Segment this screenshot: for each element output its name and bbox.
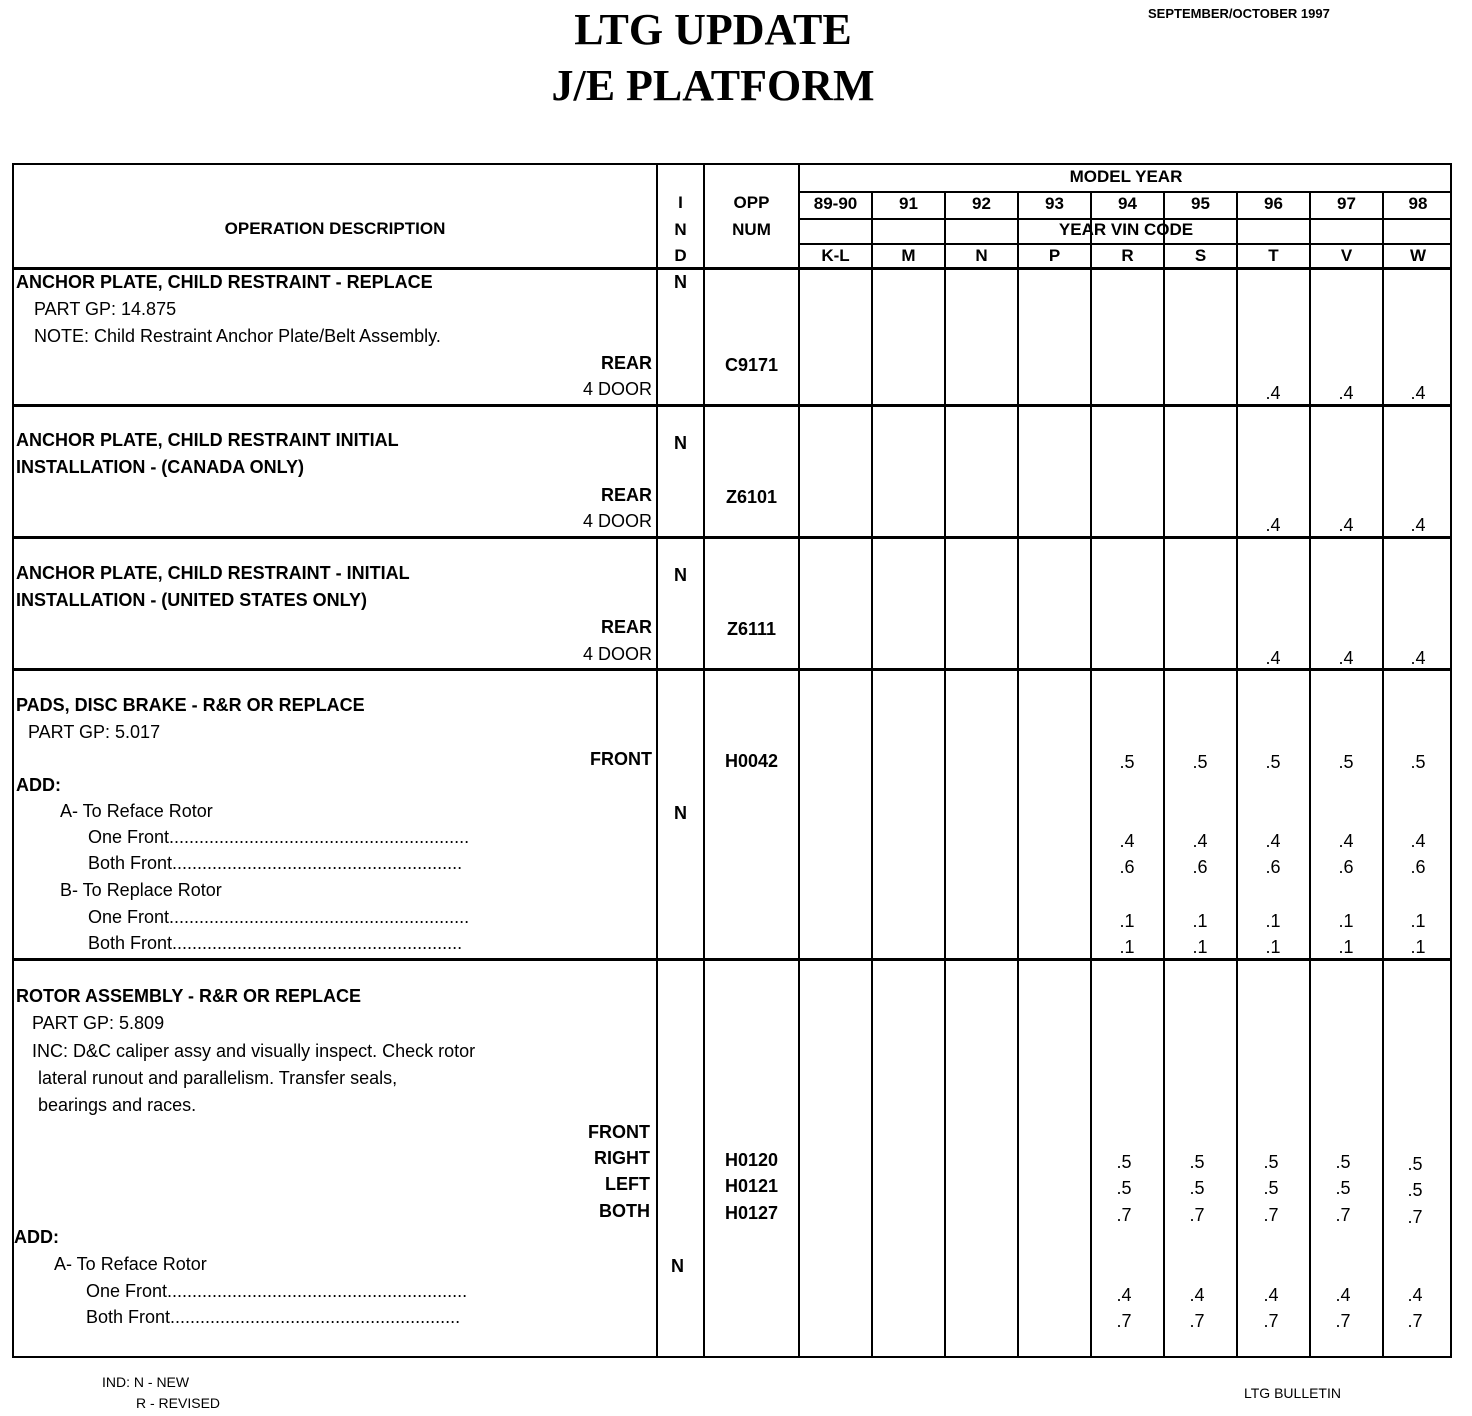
labor-time: .7	[1407, 1311, 1423, 1331]
position-label: REAR	[600, 485, 652, 505]
labor-time: .1	[1338, 937, 1354, 957]
position-label: FRONT	[588, 1122, 650, 1142]
ind-value: N	[671, 1256, 684, 1276]
sub-item: Both Front..........................................................	[88, 933, 463, 953]
labor-time: .5	[1119, 752, 1135, 772]
labor-time: .6	[1410, 857, 1426, 877]
col-divider	[1017, 193, 1019, 1358]
labor-time: .7	[1189, 1205, 1205, 1225]
operation-title: PADS, DISC BRAKE - R&R OR REPLACE	[16, 695, 365, 715]
vin-code: P	[1048, 246, 1061, 265]
labor-time: .4	[1119, 831, 1135, 851]
page-title: LTG UPDATE	[574, 5, 852, 54]
operation-title-cont: INSTALLATION - (CANADA ONLY)	[16, 457, 304, 477]
labor-time: .7	[1335, 1205, 1351, 1225]
vin-code: N	[975, 246, 988, 265]
labor-time: .1	[1119, 911, 1135, 931]
labor-time: .1	[1410, 937, 1426, 957]
operation-title-cont: INSTALLATION - (UNITED STATES ONLY)	[16, 590, 367, 610]
labor-time: .4	[1265, 515, 1281, 535]
opp-header: OPP	[733, 193, 770, 212]
opp-number: H0120	[724, 1150, 779, 1170]
labor-time: .5	[1335, 1152, 1351, 1172]
labor-time: .5	[1116, 1178, 1132, 1198]
sub-item: Both Front..........................................................	[88, 853, 463, 873]
labor-time: .6	[1119, 857, 1135, 877]
labor-time: .1	[1265, 937, 1281, 957]
operation-title: ANCHOR PLATE, CHILD RESTRAINT - INITIAL	[16, 563, 410, 583]
add-label: ADD:	[14, 1227, 59, 1247]
year-header: 92	[972, 194, 991, 213]
col-divider	[656, 165, 658, 1358]
labor-time: .4	[1338, 515, 1354, 535]
add-item: A- To Reface Rotor	[60, 801, 213, 821]
operation-description-header: OPERATION DESCRIPTION	[224, 219, 446, 238]
operation-title: ANCHOR PLATE, CHILD RESTRAINT - REPLACE	[16, 272, 433, 292]
labor-time: .4	[1263, 1285, 1279, 1305]
row-divider	[14, 958, 1452, 961]
vin-code: W	[1409, 246, 1427, 265]
labor-time: .7	[1116, 1311, 1132, 1331]
sub-item: Both Front..........................................................	[86, 1307, 461, 1327]
row-divider	[14, 404, 1452, 407]
labor-time: .7	[1189, 1311, 1205, 1331]
vin-code: S	[1194, 246, 1207, 265]
labor-time: .5	[1335, 1178, 1351, 1198]
labor-time: .6	[1192, 857, 1208, 877]
opp-number: C9171	[724, 355, 779, 375]
opp-number: H0121	[724, 1176, 779, 1196]
body-style-label: 4 DOOR	[582, 379, 652, 399]
labor-time: .7	[1263, 1205, 1279, 1225]
ind-value: N	[674, 433, 687, 453]
vin-code: K-L	[821, 246, 850, 265]
sub-item: One Front............................................................	[88, 827, 470, 847]
labor-time: .5	[1338, 752, 1354, 772]
sub-item: One Front............................................................	[88, 907, 470, 927]
issue-date: SEPTEMBER/OCTOBER 1997	[1148, 6, 1330, 21]
col-divider	[871, 193, 873, 1358]
labor-time: .4	[1410, 383, 1426, 403]
labor-time: .4	[1338, 831, 1354, 851]
labor-time: .7	[1335, 1311, 1351, 1331]
num-header: NUM	[732, 220, 771, 239]
labor-time: .4	[1265, 831, 1281, 851]
vin-code: T	[1268, 246, 1279, 265]
page-subtitle: J/E PLATFORM	[551, 61, 875, 110]
labor-time: .4	[1335, 1285, 1351, 1305]
labor-time: .7	[1116, 1205, 1132, 1225]
labor-time: .7	[1407, 1207, 1423, 1227]
inc-note-cont: lateral runout and parallelism. Transfer seals,	[38, 1068, 398, 1088]
labor-time: .7	[1263, 1311, 1279, 1331]
labor-time: .4	[1338, 648, 1354, 668]
labor-time: .5	[1263, 1178, 1279, 1198]
opp-number: H0042	[724, 751, 779, 771]
operation-title: ANCHOR PLATE, CHILD RESTRAINT INITIAL	[16, 430, 399, 450]
labor-time: .4	[1265, 648, 1281, 668]
labor-time-table	[12, 163, 1452, 1358]
legend-new: IND: N - NEW	[102, 1374, 190, 1390]
header-rule	[798, 191, 1452, 193]
year-header: 94	[1118, 194, 1137, 213]
add-label: ADD:	[16, 775, 61, 795]
labor-time: .1	[1192, 937, 1208, 957]
year-header: 97	[1337, 194, 1356, 213]
vin-code: R	[1121, 246, 1134, 265]
labor-time: .4	[1410, 648, 1426, 668]
col-divider	[798, 165, 800, 1358]
position-label: FRONT	[590, 749, 652, 769]
year-header: 93	[1045, 194, 1064, 213]
ind-header-d: D	[674, 246, 687, 265]
position-label: REAR	[600, 353, 652, 373]
year-header: 95	[1191, 194, 1210, 213]
ind-value: N	[674, 272, 687, 292]
labor-time: .1	[1410, 911, 1426, 931]
opp-number: Z6101	[725, 487, 778, 507]
row-divider	[14, 536, 1452, 539]
labor-time: .4	[1410, 831, 1426, 851]
ind-value: N	[674, 565, 687, 585]
labor-time: .1	[1192, 911, 1208, 931]
header-bottom-rule	[14, 267, 1452, 270]
labor-time: .5	[1263, 1152, 1279, 1172]
part-gp: PART GP: 5.809	[32, 1013, 165, 1033]
add-item: A- To Reface Rotor	[54, 1254, 207, 1274]
body-style-label: 4 DOOR	[582, 644, 652, 664]
labor-time: .5	[1407, 1180, 1423, 1200]
model-year-header: MODEL YEAR	[1069, 167, 1183, 186]
labor-time: .6	[1265, 857, 1281, 877]
position-label: REAR	[600, 617, 652, 637]
inc-note-cont: bearings and races.	[38, 1095, 197, 1115]
labor-time: .1	[1338, 911, 1354, 931]
labor-time: .5	[1192, 752, 1208, 772]
bulletin-label: LTG BULLETIN	[1244, 1385, 1341, 1401]
year-vin-code-header: YEAR VIN CODE	[1058, 220, 1194, 239]
sub-item: One Front............................................................	[86, 1281, 468, 1301]
col-divider	[944, 193, 946, 1358]
labor-time: .4	[1116, 1285, 1132, 1305]
labor-time: .4	[1189, 1285, 1205, 1305]
labor-time: .5	[1189, 1178, 1205, 1198]
ind-header-n: N	[674, 220, 687, 239]
note: NOTE: Child Restraint Anchor Plate/Belt Assembly.	[34, 326, 441, 346]
opp-number: Z6111	[726, 619, 777, 639]
header-rule	[798, 243, 1452, 245]
labor-time: .5	[1410, 752, 1426, 772]
labor-time: .6	[1338, 857, 1354, 877]
legend-revised: R - REVISED	[136, 1395, 221, 1411]
labor-time: .4	[1407, 1285, 1423, 1305]
year-header: 91	[899, 194, 918, 213]
vin-code: V	[1340, 246, 1353, 265]
labor-time: .4	[1410, 515, 1426, 535]
labor-time: .5	[1189, 1152, 1205, 1172]
vin-code: M	[901, 246, 916, 265]
add-item: B- To Replace Rotor	[60, 880, 222, 900]
position-label: RIGHT	[594, 1148, 650, 1168]
labor-time: .5	[1407, 1154, 1423, 1174]
opp-number: H0127	[724, 1203, 779, 1223]
labor-time: .5	[1265, 752, 1281, 772]
labor-time: .4	[1338, 383, 1354, 403]
position-label: LEFT	[605, 1174, 650, 1194]
ind-header-i: I	[678, 193, 683, 212]
position-label: BOTH	[599, 1201, 650, 1221]
year-header: 89-90	[813, 194, 858, 213]
ind-value: N	[674, 803, 687, 823]
inc-note: INC: D&C caliper assy and visually inspect. Check rotor	[32, 1041, 476, 1061]
labor-time: .4	[1192, 831, 1208, 851]
year-header: 96	[1264, 194, 1283, 213]
body-style-label: 4 DOOR	[582, 511, 652, 531]
labor-time: .1	[1119, 937, 1135, 957]
part-gp: PART GP: 14.875	[34, 299, 177, 319]
operation-title: ROTOR ASSEMBLY - R&R OR REPLACE	[16, 986, 362, 1006]
year-header: 98	[1408, 194, 1428, 213]
labor-time: .4	[1265, 383, 1281, 403]
part-gp: PART GP: 5.017	[28, 722, 161, 742]
labor-time: .1	[1265, 911, 1281, 931]
labor-time: .5	[1116, 1152, 1132, 1172]
